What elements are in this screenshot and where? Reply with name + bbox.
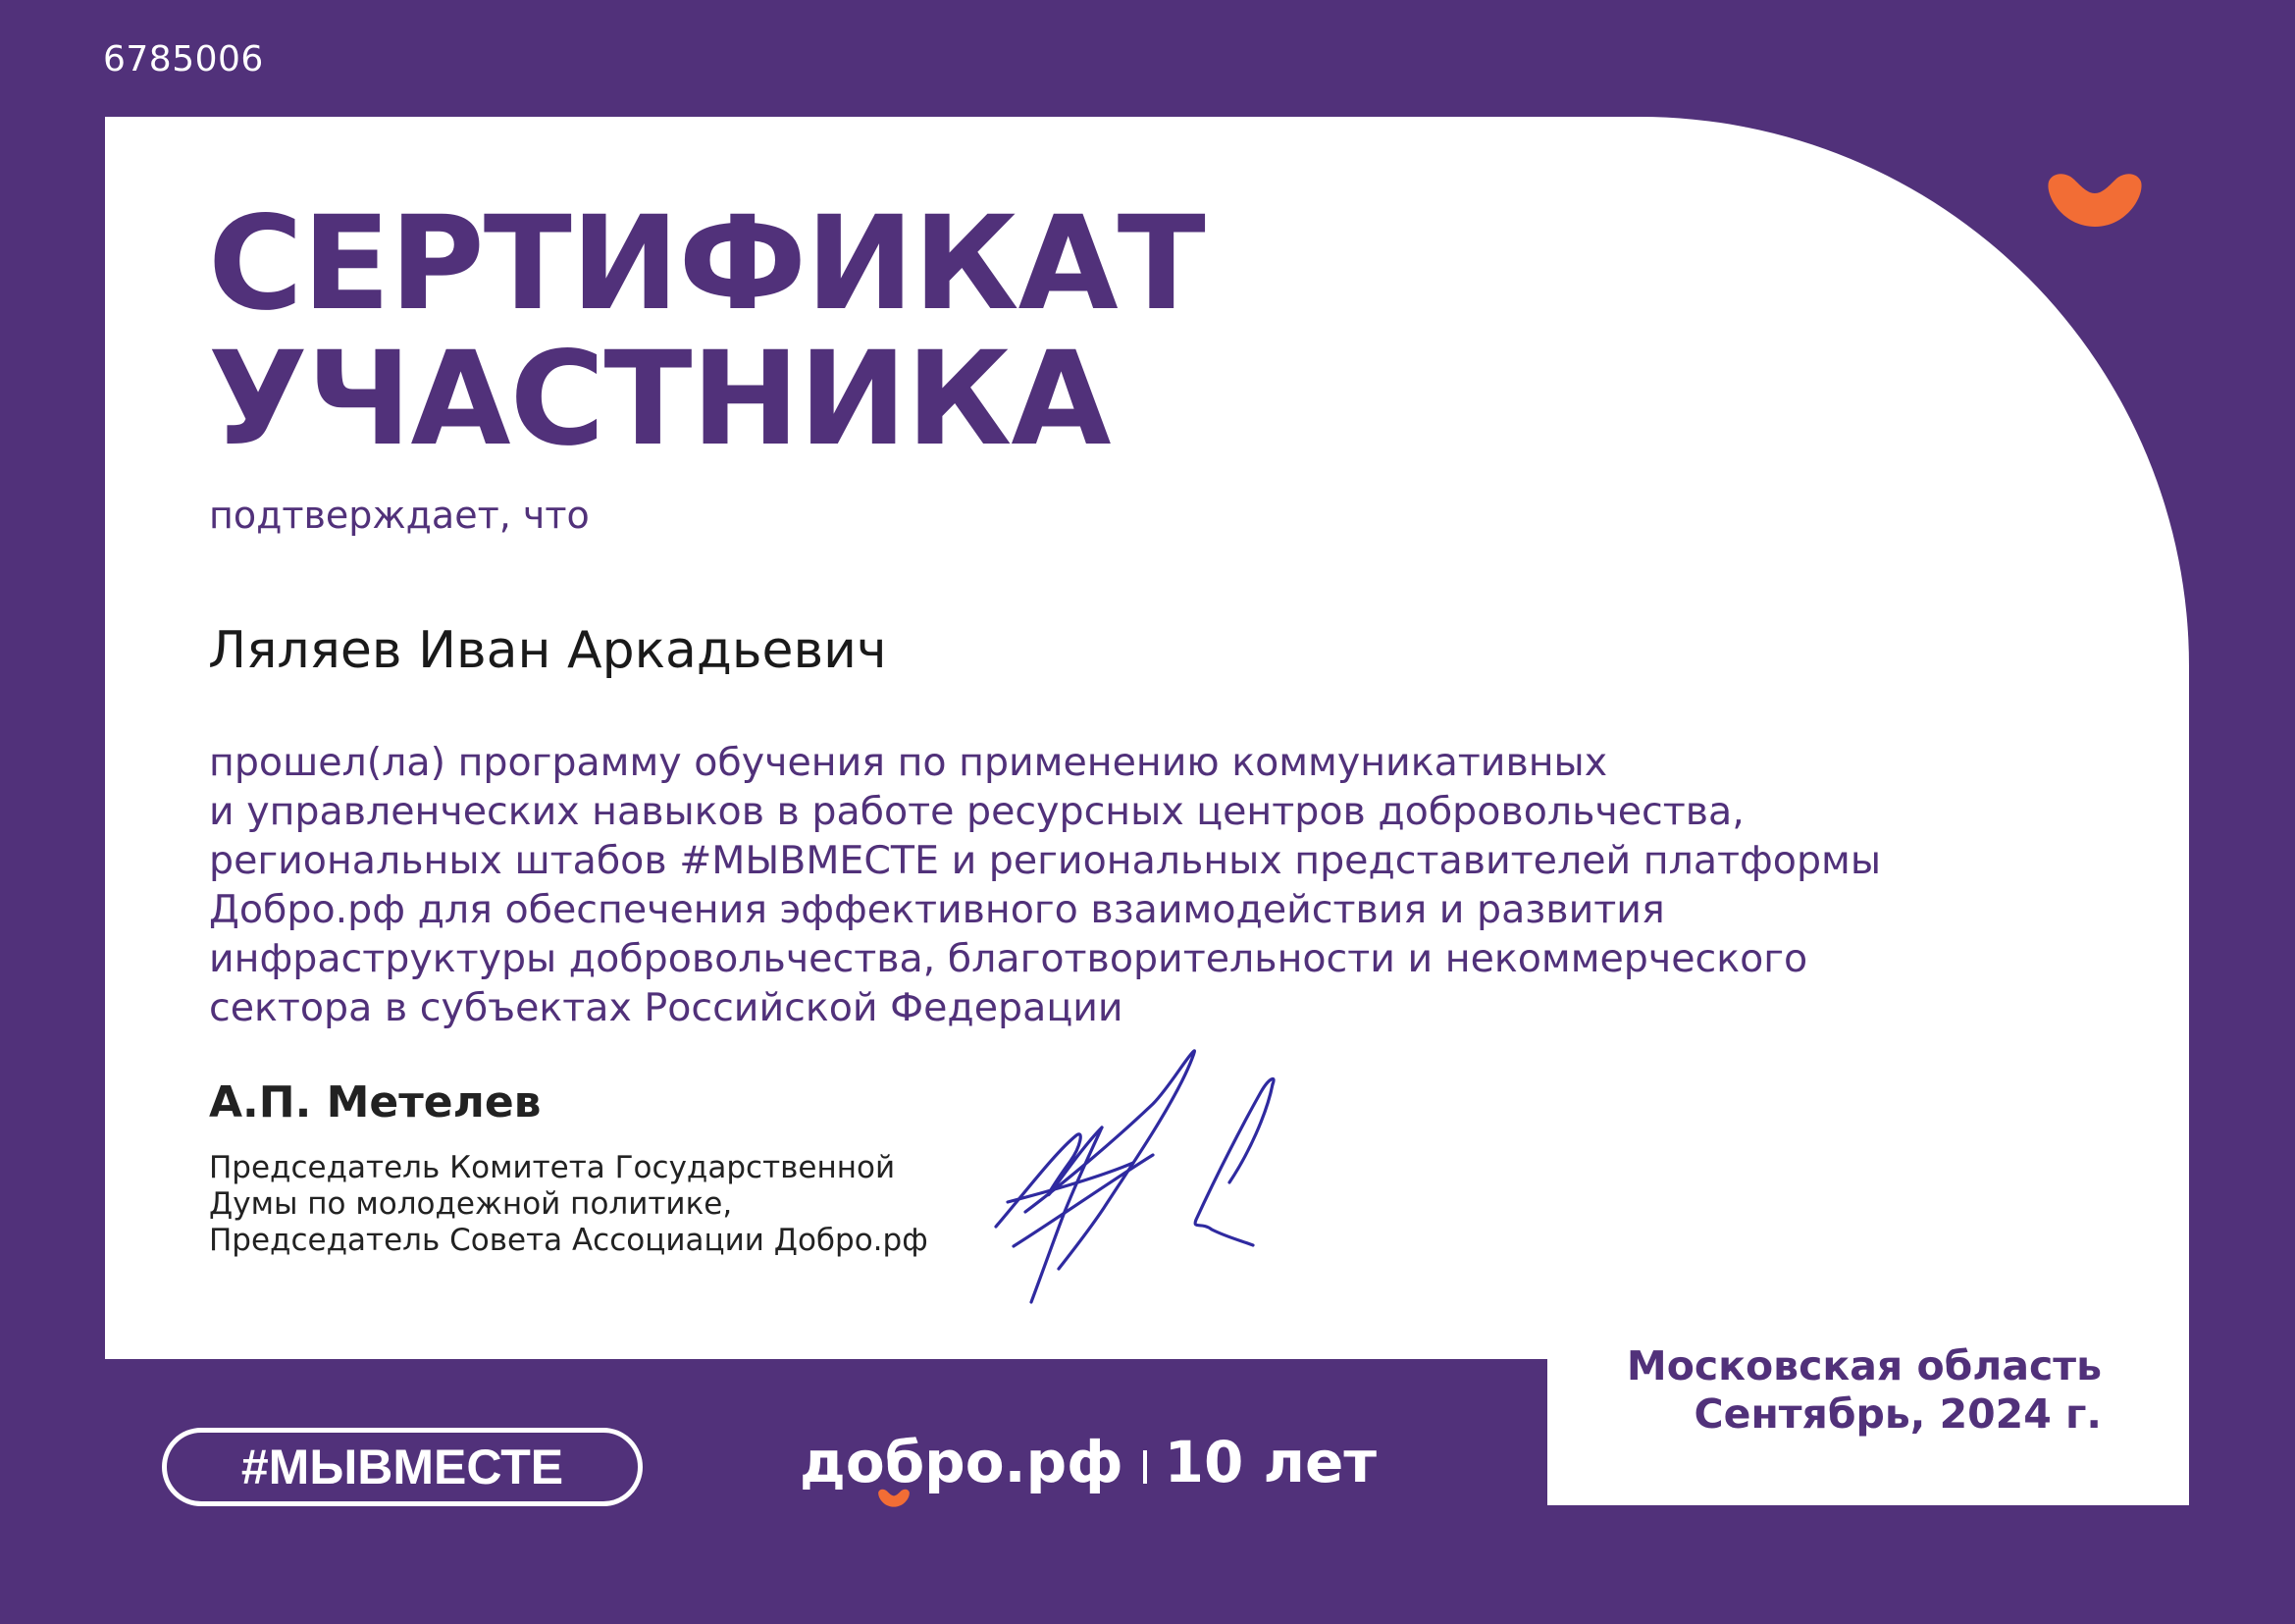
signer-role bbox=[209, 1150, 928, 1259]
place: Московская область bbox=[1626, 1342, 2102, 1389]
program-line: региональных штабов #МЫВМЕСТЕ и региональных представителей платформы bbox=[209, 838, 1882, 883]
handwritten-signature bbox=[986, 1045, 1310, 1320]
certificate-number: 6785006 bbox=[103, 39, 264, 79]
certificate-title bbox=[208, 188, 1205, 475]
title-line-2: УЧАСТНИКА bbox=[208, 324, 1111, 475]
anniversary-label: 10 лет bbox=[1164, 1429, 1377, 1495]
program-line: инфраструктуры добровольчества, благотворительности и некоммерческого bbox=[209, 936, 1808, 981]
signer-role-line: Думы по молодежной политике, bbox=[209, 1186, 733, 1222]
brand-wordmark bbox=[800, 1428, 1123, 1496]
recipient-name: Ляляев Иван Аркадьевич bbox=[208, 621, 887, 680]
signer-name: А.П. Метелев bbox=[209, 1077, 542, 1127]
program-line: прошел(ла) программу обучения по применению коммуникативных bbox=[209, 740, 1608, 785]
program-line: сектора в субъектах Российской Федерации bbox=[209, 985, 1123, 1030]
title-line-1: СЕРТИФИКАТ bbox=[208, 188, 1205, 340]
program-line: и управленческих навыков в работе ресурсных центров добровольчества, bbox=[209, 789, 1745, 834]
program-description bbox=[209, 738, 2132, 1032]
brand-divider bbox=[1143, 1450, 1147, 1484]
place-and-date bbox=[1627, 1342, 2102, 1439]
brand-name: добро.рф bbox=[800, 1429, 1123, 1495]
dobro-logo bbox=[800, 1428, 1377, 1496]
date: Сентябрь, 2024 г. bbox=[1694, 1390, 2102, 1438]
signer-role-line: Председатель Комитета Государственной bbox=[209, 1150, 896, 1185]
signer-role-line: Председатель Совета Ассоциации Добро.рф bbox=[209, 1223, 928, 1258]
program-line: Добро.рф для обеспечения эффективного взаимодействия и развития bbox=[209, 887, 1665, 932]
heart-icon bbox=[2045, 172, 2145, 231]
hashtag-badge: #МЫВМЕСТЕ bbox=[162, 1428, 643, 1506]
confirms-text: подтверждает, что bbox=[209, 494, 590, 537]
heart-icon bbox=[877, 1489, 911, 1508]
